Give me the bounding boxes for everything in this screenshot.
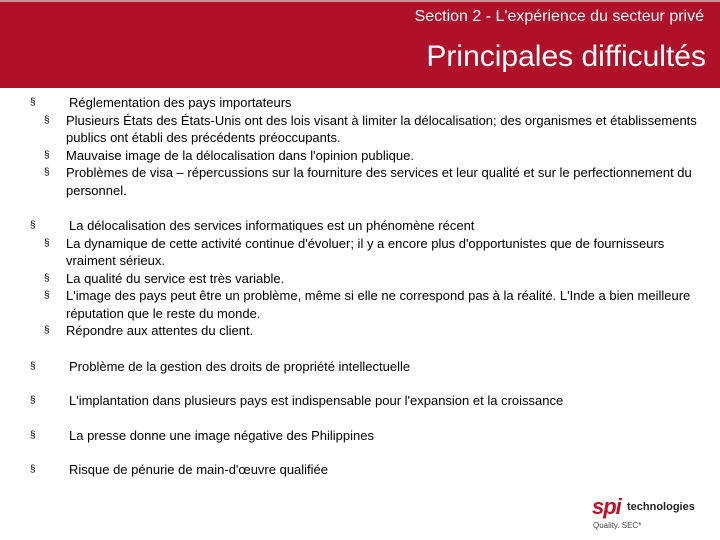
logo-suffix: technologies [627, 501, 695, 513]
sub-bullet-text: L'image des pays peut être un problème, même si elle ne correspond pas à la réalité. L'Inde a bien meilleure réputation que le reste du monde. [66, 288, 691, 321]
bullet-item [30, 461, 700, 479]
sub-bullet-text: Problèmes de visa – répercussions sur la fourniture des services et leur qualité et sur le perfectionnement du personnel. [66, 165, 692, 198]
bullet-icon: § [44, 290, 50, 301]
sub-bullet-text: Plusieurs États des États-Unis ont des lois visant à limiter la délocalisation; des organismes et établissements publics ont établi des précédents préoccupants. [66, 112, 697, 145]
bullet-icon: § [30, 464, 36, 475]
bullet-icon: § [44, 325, 50, 336]
bullet-icon: § [30, 395, 36, 406]
bullet-text: Réglementation des pays importateurs [69, 95, 292, 110]
sub-bullet-item [30, 235, 700, 270]
bullet-item [30, 427, 700, 445]
sub-bullet-text: La qualité du service est très variable. [66, 270, 285, 286]
bullet-icon: § [44, 167, 50, 178]
bullet-icon: § [44, 237, 50, 249]
sub-bullet-item [30, 322, 700, 340]
bullet-icon: § [30, 360, 36, 372]
bullet-icon: § [30, 97, 36, 108]
bullet-text: L'implantation dans plusieurs pays est indispensable pour l'expansion et la croissance [69, 393, 564, 408]
logo-brand: spi [592, 494, 621, 519]
bullet-icon: § [44, 114, 50, 126]
bullet-text: Risque de pénurie de main-d'œuvre qualifiée [69, 462, 329, 477]
bullet-item [30, 217, 700, 235]
section-subtitle: Section 2 - L'expérience du secteur privé [414, 8, 704, 25]
bullet-item [30, 392, 700, 410]
bullet-icon: § [30, 220, 36, 231]
sub-bullet-text: Mauvaise image de la délocalisation dans l'opinion publique. [66, 147, 414, 163]
sub-bullet-item [30, 112, 700, 147]
bullet-icon: § [44, 272, 50, 284]
sub-bullet-text: Répondre aux attentes du client. [66, 323, 254, 338]
bullet-text: La presse donne une image négative des Philippines [69, 427, 374, 443]
company-logo [592, 494, 714, 534]
bullet-item [30, 358, 700, 376]
bullet-icon: § [30, 429, 36, 441]
slide-title: Principales difficultés [426, 40, 706, 73]
sub-bullet-item [30, 147, 700, 165]
sub-bullet-item [30, 287, 700, 322]
bullet-text: La délocalisation des services informatiques est un phénomène récent [69, 218, 475, 233]
sub-bullet-text: La dynamique de cette activité continue d'évoluer; il y a encore plus d'opportunistes que de fournisseurs vraiment sérieux. [66, 235, 665, 268]
bullet-item [30, 94, 700, 112]
bullet-text: Problème de la gestion des droits de propriété intellectuelle [69, 358, 411, 374]
bullet-icon: § [44, 149, 50, 161]
slide-header [0, 0, 720, 88]
sub-bullet-item [30, 164, 700, 199]
header-divider [0, 0, 720, 2]
bullet-list [30, 94, 700, 479]
logo-tagline: Quality. SEC* [593, 521, 642, 530]
sub-bullet-item [30, 270, 700, 288]
